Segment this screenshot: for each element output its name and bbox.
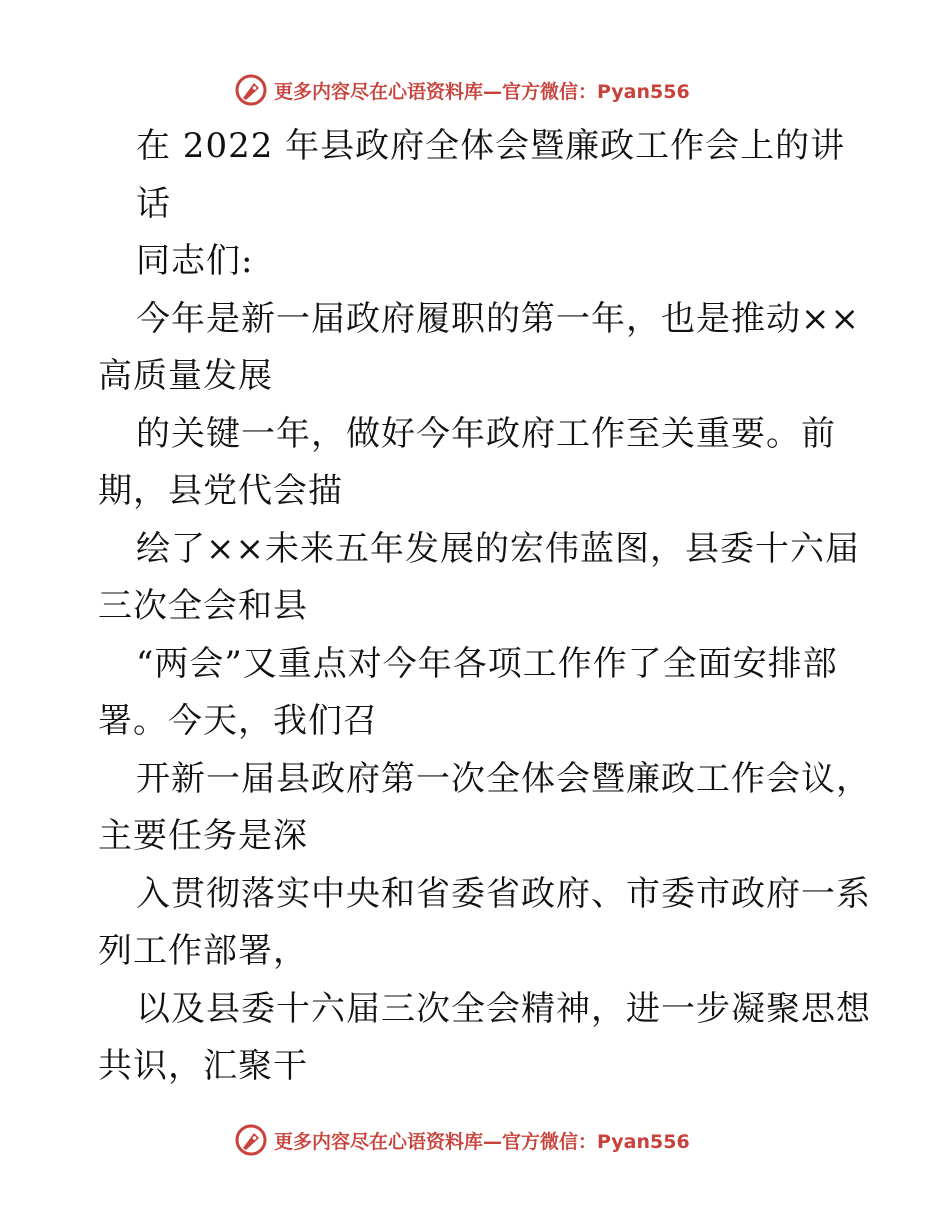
paragraph-line: 今年是新一届政府履职的第一年，也是推动×× — [136, 298, 860, 339]
paragraph-line: 的关键一年，做好今年政府工作至关重要。前 — [136, 413, 836, 454]
document-body — [98, 118, 871, 1096]
paragraph-line: 入贯彻落实中央和省委省政府、市委市政府一系 — [136, 873, 871, 914]
paragraph-line: 三次全会和县 — [98, 586, 308, 626]
watermark-text: 更多内容尽在心语资料库—官方微信：Pyan556 — [274, 80, 690, 103]
paragraph-line: 列工作部署， — [98, 931, 308, 971]
salutation: 同志们: — [136, 241, 254, 281]
pen-nib-logo-icon — [234, 73, 268, 107]
header-watermark — [234, 70, 690, 110]
title-line-1: 在 2022 年县政府全体会暨廉政工作会上的讲 — [136, 126, 846, 166]
paragraph-line: 高质量发展 — [98, 356, 273, 396]
pen-nib-logo-icon — [234, 1123, 268, 1157]
paragraph-line: 开新一届县政府第一次全体会暨廉政工作会议， — [136, 758, 871, 799]
paragraph-line: 绘了××未来五年发展的宏伟蓝图，县委十六届 — [136, 528, 860, 569]
paragraph-line: “两会”又重点对今年各项工作作了全面安排部 — [136, 643, 838, 684]
title-line-2: 话 — [136, 183, 171, 224]
paragraph-line: 以及县委十六届三次全会精神，进一步凝聚思想 — [136, 988, 871, 1029]
paragraph-line: 期，县党代会描 — [98, 471, 343, 511]
paragraph-line: 主要任务是深 — [98, 816, 308, 856]
paragraph-line: 署。今天，我们召 — [98, 701, 378, 741]
footer-watermark — [234, 1120, 690, 1160]
watermark-text: 更多内容尽在心语资料库—官方微信：Pyan556 — [274, 1130, 690, 1153]
paragraph-line: 共识，汇聚干 — [98, 1046, 308, 1086]
